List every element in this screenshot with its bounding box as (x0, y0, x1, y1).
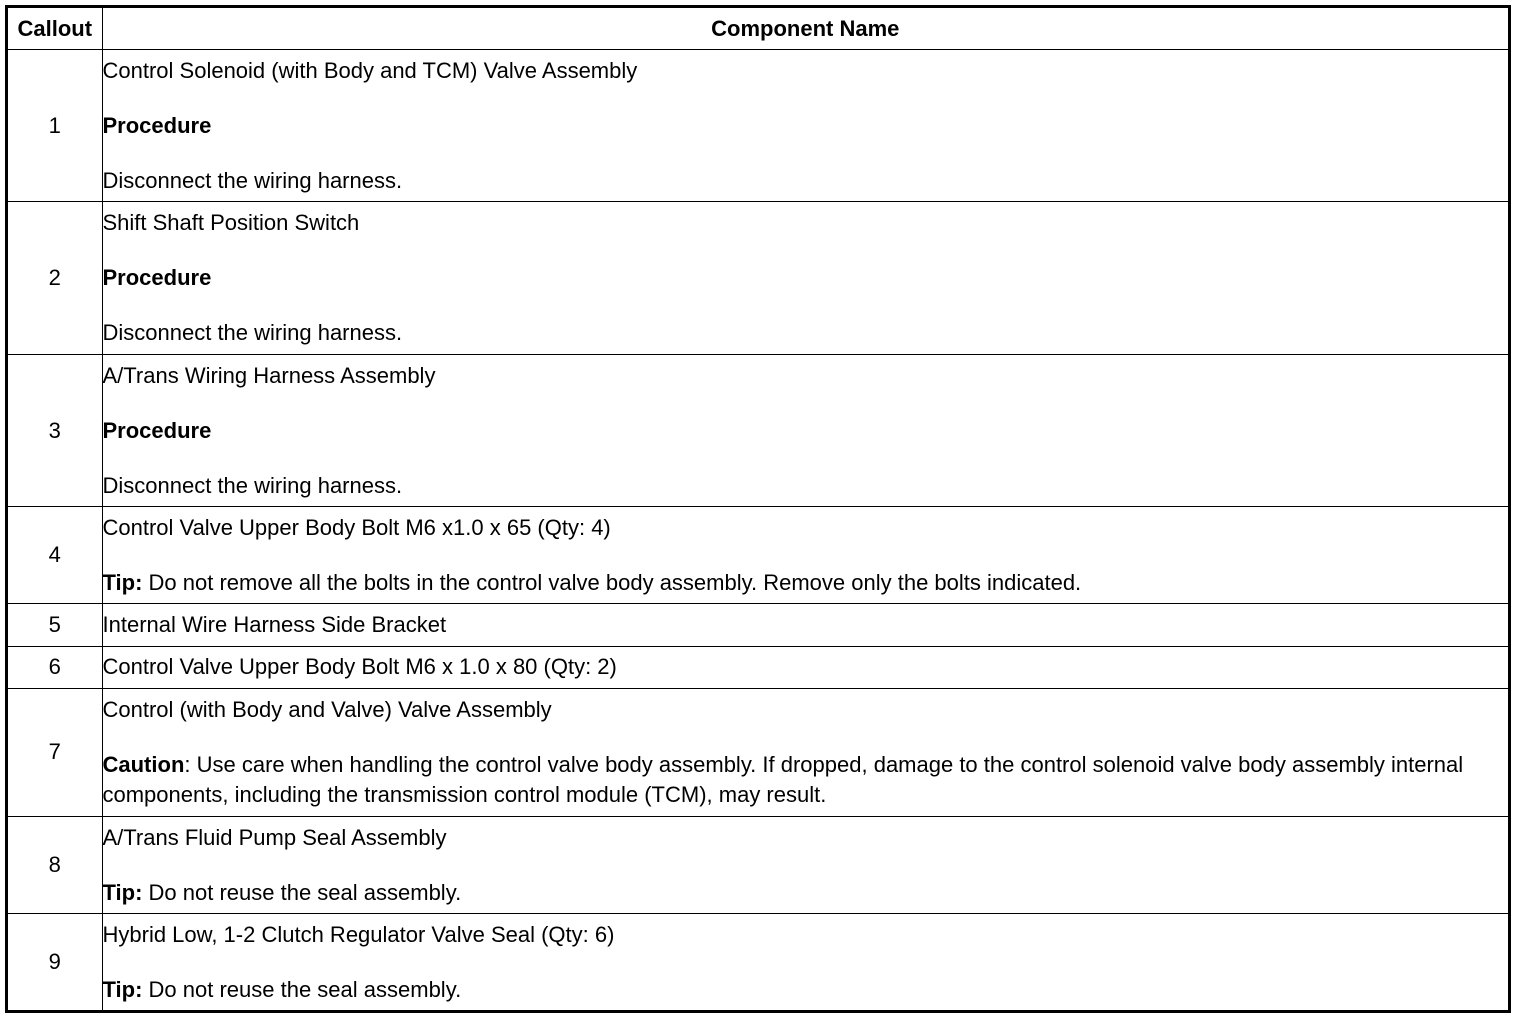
procedure-heading: Procedure (102, 265, 212, 291)
component-table-frame (5, 5, 1511, 1013)
component-cell (102, 604, 1508, 646)
caution-text: : Use care when handling the control valve body assembly. If dropped, damage to the control solenoid valve body assembly internal components, including the transmission control module (TCM), may result. (102, 751, 1464, 807)
component-name: Control Valve Upper Body Bolt M6 x 1.0 x 80 (Qty: 2) (102, 654, 617, 680)
component-name: Control Solenoid (with Body and TCM) Valve Assembly (102, 57, 638, 83)
procedure-text: Disconnect the wiring harness. (102, 320, 403, 346)
table-row (8, 50, 1508, 202)
column-header-callout: Callout (8, 8, 102, 50)
table-row (8, 646, 1508, 688)
caution-note (103, 750, 1509, 810)
component-table (8, 8, 1508, 1010)
table-row (8, 816, 1508, 913)
table-row (8, 914, 1508, 1010)
table-row (8, 688, 1508, 816)
component-name: A/Trans Fluid Pump Seal Assembly (102, 824, 447, 850)
component-name: Hybrid Low, 1-2 Clutch Regulator Valve Seal (Qty: 6) (102, 921, 615, 947)
callout-number: 5 (8, 604, 102, 646)
component-cell (102, 816, 1508, 913)
procedure-text: Disconnect the wiring harness. (102, 472, 403, 498)
tip-note (103, 975, 1509, 1005)
component-cell (102, 646, 1508, 688)
tip-label: Tip: (102, 976, 143, 1002)
tip-label: Tip: (102, 569, 143, 595)
tip-text: Do not reuse the seal assembly. (142, 879, 462, 905)
table-row (8, 202, 1508, 354)
tip-note (103, 878, 1509, 908)
callout-number: 4 (8, 507, 102, 604)
table-row (8, 604, 1508, 646)
callout-number: 3 (8, 354, 102, 506)
component-name: Internal Wire Harness Side Bracket (102, 612, 447, 637)
component-cell (102, 507, 1508, 604)
component-cell (102, 50, 1508, 202)
component-cell (102, 688, 1508, 816)
component-cell (102, 202, 1508, 354)
tip-text: Do not reuse the seal assembly. (142, 976, 462, 1002)
callout-number: 1 (8, 50, 102, 202)
callout-number: 8 (8, 816, 102, 913)
component-name: A/Trans Wiring Harness Assembly (102, 362, 436, 388)
procedure-heading: Procedure (102, 417, 212, 443)
table-header-row (8, 8, 1508, 50)
caution-label: Caution (102, 751, 185, 777)
tip-label: Tip: (102, 879, 143, 905)
callout-number: 2 (8, 202, 102, 354)
component-cell (102, 914, 1508, 1010)
component-name: Control Valve Upper Body Bolt M6 x1.0 x 65 (Qty: 4) (102, 514, 611, 540)
tip-note (103, 568, 1509, 598)
table-row (8, 507, 1508, 604)
procedure-heading: Procedure (102, 112, 212, 138)
callout-number: 7 (8, 688, 102, 816)
callout-number: 9 (8, 914, 102, 1010)
component-name: Shift Shaft Position Switch (102, 210, 360, 236)
column-header-component-name: Component Name (102, 8, 1508, 50)
procedure-text: Disconnect the wiring harness. (102, 167, 403, 193)
tip-text: Do not remove all the bolts in the control valve body assembly. Remove only the bolts indicated. (142, 569, 1082, 595)
component-cell (102, 354, 1508, 506)
callout-number: 6 (8, 646, 102, 688)
component-name: Control (with Body and Valve) Valve Assembly (102, 696, 552, 722)
table-row (8, 354, 1508, 506)
